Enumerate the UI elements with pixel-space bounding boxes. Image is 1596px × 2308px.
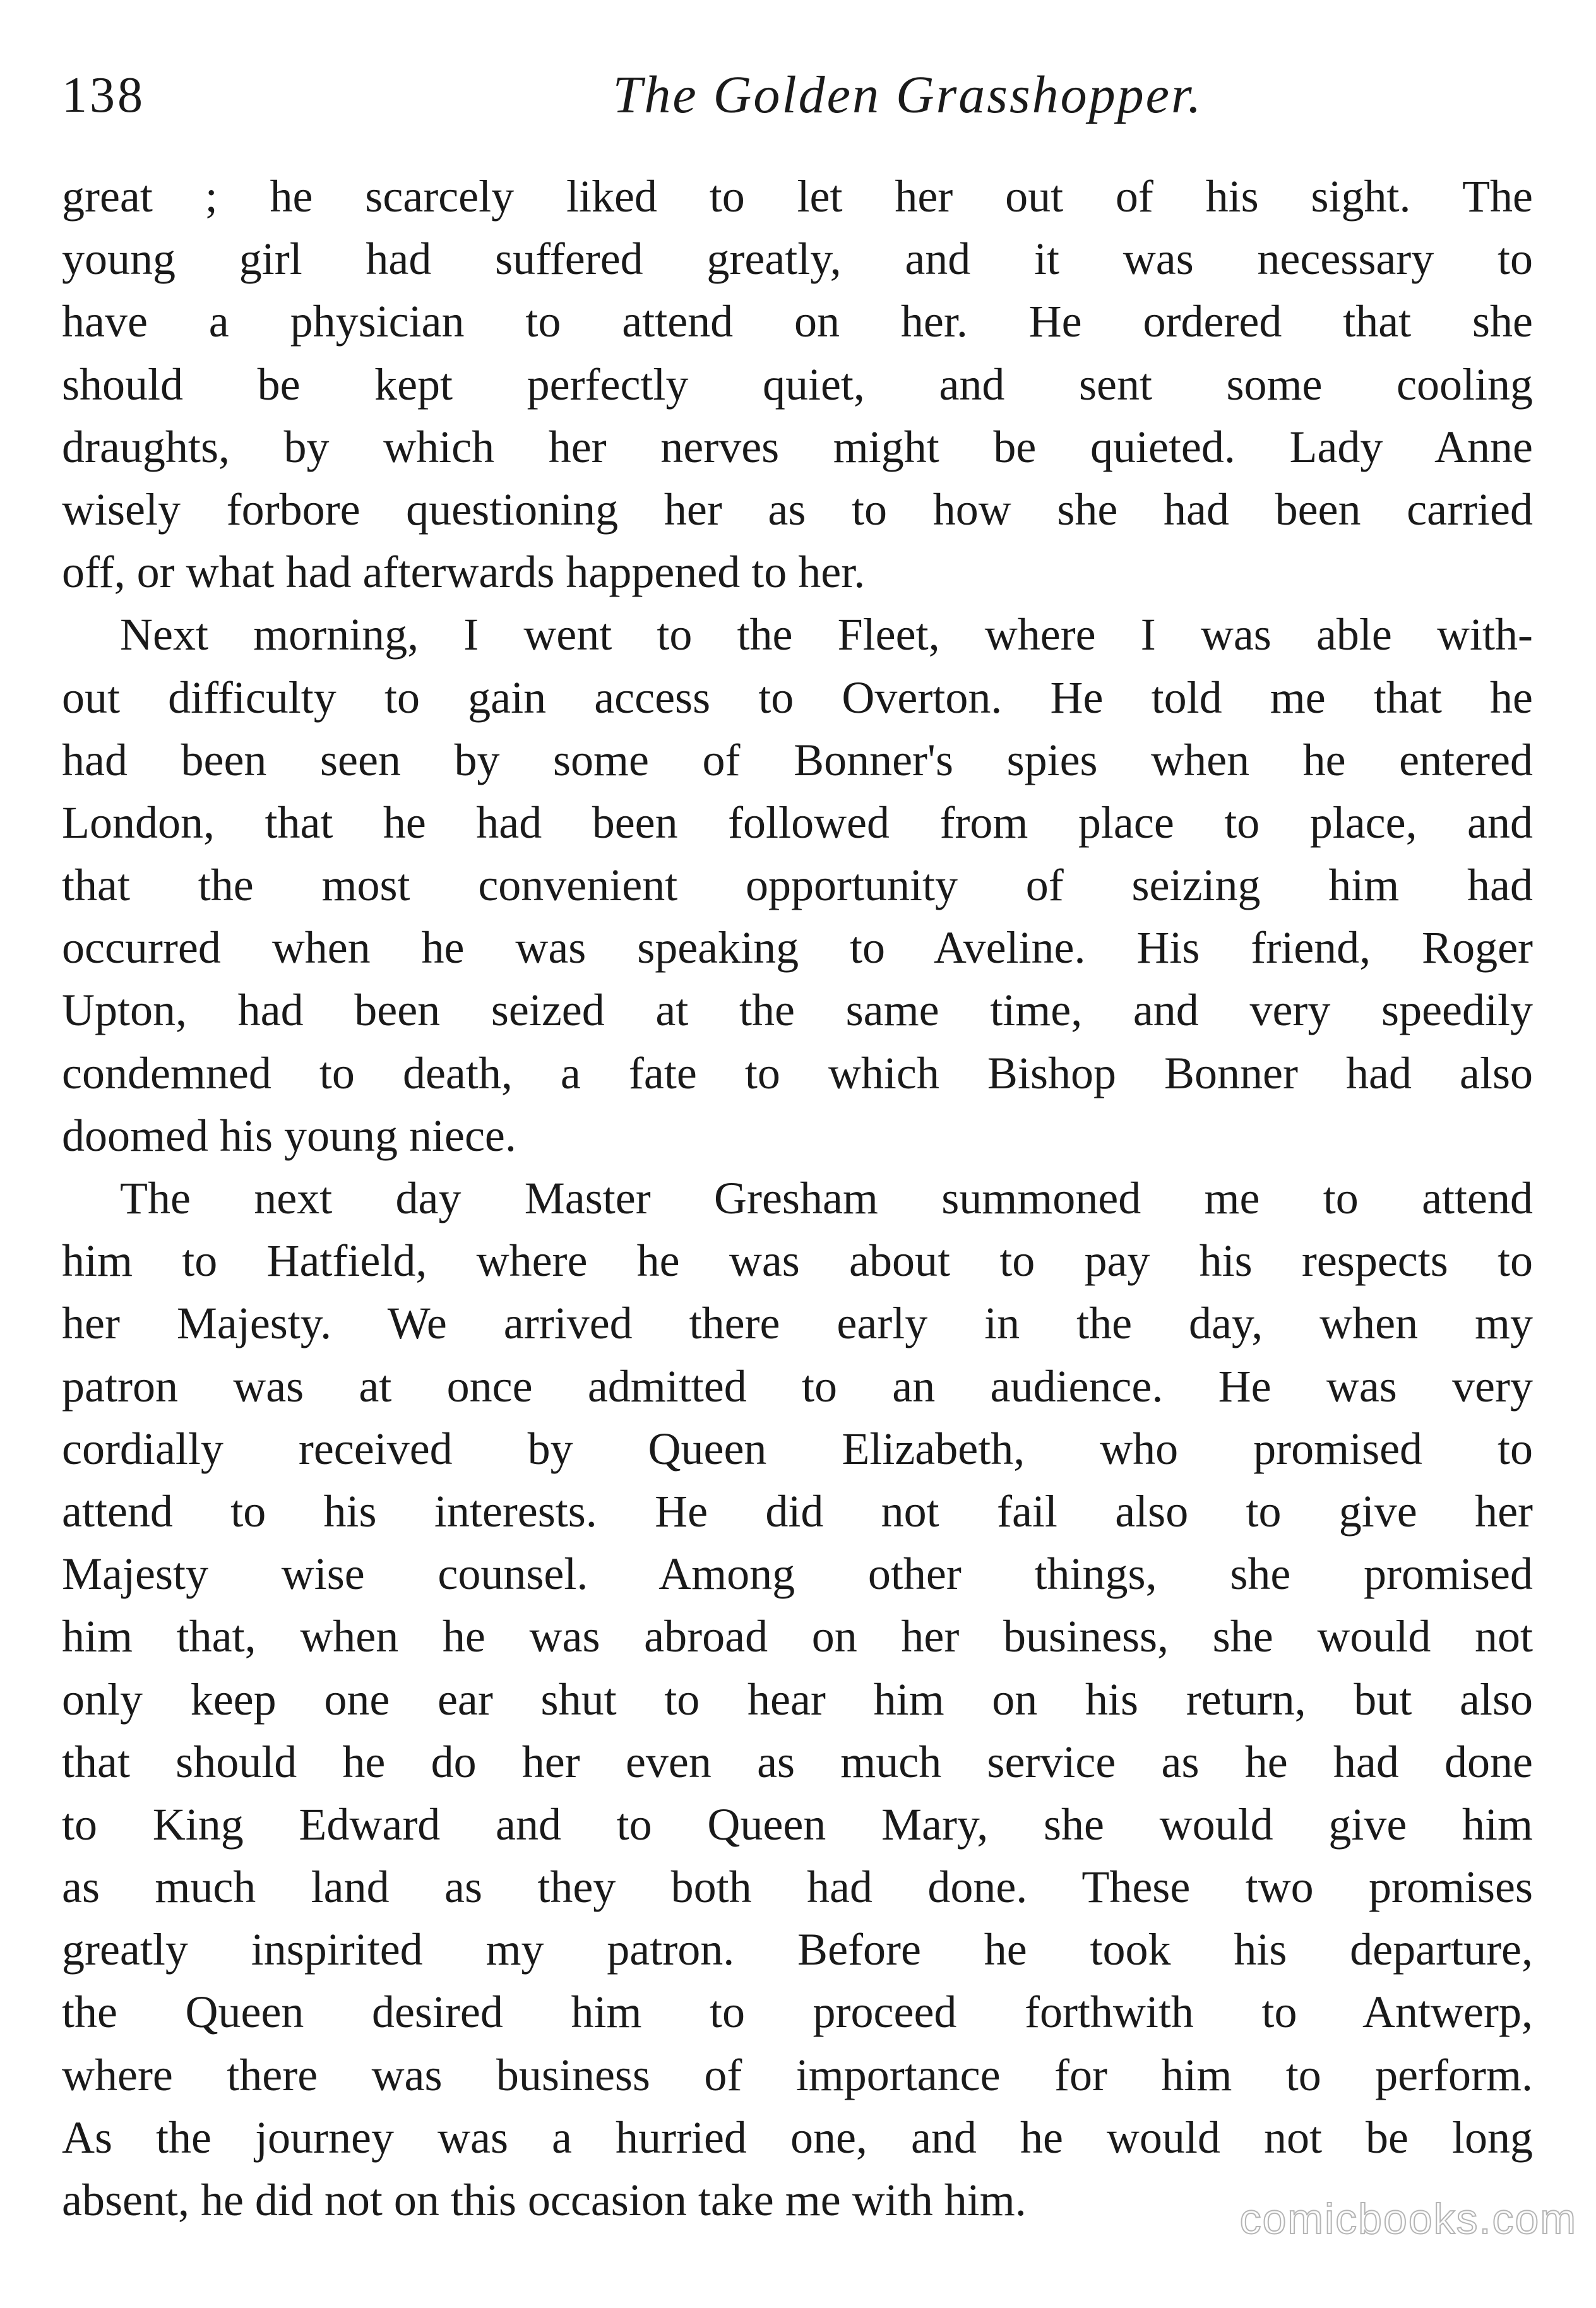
text-line: off, or what had afterwards happened to her. <box>62 547 866 598</box>
text-line: Upton, had been seized at the same time, and very speedily <box>62 985 1533 1036</box>
paragraph <box>62 1167 1533 2232</box>
text-line: occurred when he was speaking to Aveline. His friend, Roger <box>62 922 1533 973</box>
text-line: Majesty wise counsel. Among other things, she promised <box>62 1549 1533 1600</box>
page-header <box>62 61 1533 136</box>
text-line: have a physician to attend on her. He ordered that she <box>62 296 1533 347</box>
text-line: attend to his interests. He did not fail also to give her <box>62 1485 1533 1537</box>
text-line: him to Hatfield, where he was about to pay his respects to <box>62 1235 1533 1287</box>
text-line: that the most convenient opportunity of seizing him had <box>62 860 1533 911</box>
text-line: only keep one ear shut to hear him on his return, but also <box>62 1674 1533 1725</box>
text-line: young girl had suffered greatly, and it was necessary to <box>62 234 1533 285</box>
text-line: The next day Master Gresham summoned me to attend <box>120 1173 1533 1223</box>
text-line: as much land as they both had done. These two promises <box>62 1862 1533 1913</box>
text-line: should be kept perfectly quiet, and sent some cooling <box>62 359 1533 410</box>
text-line: to King Edward and to Queen Mary, she would give him <box>62 1799 1533 1850</box>
text-line: greatly inspirited my patron. Before he took his departure, <box>62 1924 1533 1975</box>
text-line: patron was at once admitted to an audience. He was very <box>62 1360 1533 1412</box>
paragraph <box>62 165 1533 604</box>
text-line: London, that he had been followed from place to place, and <box>62 797 1533 848</box>
text-line: condemned to death, a fate to which Bishop Bonner had also <box>62 1047 1533 1098</box>
text-line: great ; he scarcely liked to let her out of his sight. The <box>62 171 1533 222</box>
text-line: doomed his young niece. <box>62 1110 516 1161</box>
body-text <box>62 165 1533 2232</box>
text-line: out difficulty to gain access to Overton. He told me that he <box>62 672 1533 723</box>
page-number: 138 <box>62 68 145 123</box>
text-line: had been seen by some of Bonner's spies when he entered <box>62 734 1533 785</box>
text-line: cordially received by Queen Elizabeth, who promised to <box>62 1423 1533 1474</box>
text-line: As the journey was a hurried one, and he would not be long <box>62 2112 1533 2163</box>
text-line: him that, when he was abroad on her business, she would not <box>62 1611 1533 1662</box>
text-line: where there was business of importance for him to perform. <box>62 2049 1533 2100</box>
text-line: wisely forbore questioning her as to how she had been carried <box>62 484 1533 535</box>
text-line: draughts, by which her nerves might be quieted. Lady Anne <box>62 421 1533 472</box>
text-line: absent, he did not on this occasion take me with him. <box>62 2175 1027 2225</box>
paragraph <box>62 604 1533 1167</box>
text-line: that should he do her even as much service as he had done <box>62 1736 1533 1787</box>
text-line: her Majesty. We arrived there early in the day, when my <box>62 1298 1533 1349</box>
running-title: The Golden Grasshopper. <box>612 66 1203 124</box>
text-line: the Queen desired him to proceed forthwith to Antwerp, <box>62 1987 1533 2038</box>
text-line: Next morning, I went to the Fleet, where I was able with- <box>120 609 1533 660</box>
watermark-logo: comicbooks.com <box>1239 2195 1577 2243</box>
